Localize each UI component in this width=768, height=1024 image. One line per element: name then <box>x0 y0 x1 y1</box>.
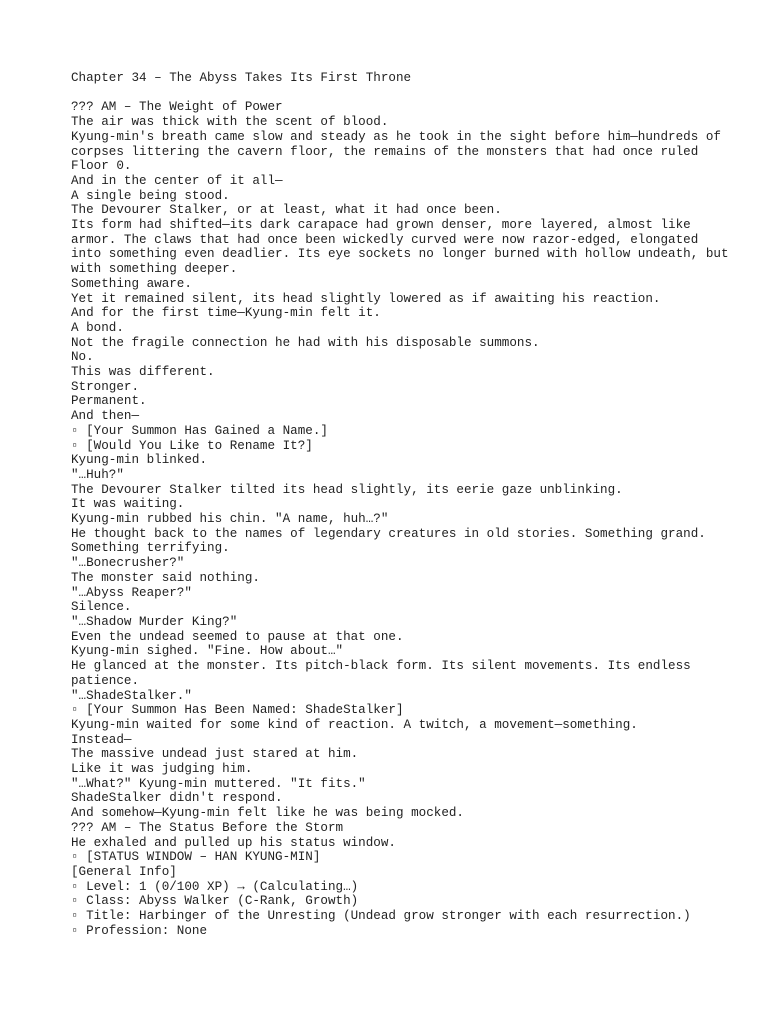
body-line: The air was thick with the scent of blood. <box>71 115 389 130</box>
body-line: He glanced at the monster. Its pitch-black form. Its silent movements. Its endless patience. <box>71 659 699 688</box>
body-line: Kyung-min sighed. "Fine. How about…" <box>71 644 344 659</box>
body-line: ??? AM – The Status Before the Storm <box>71 820 344 835</box>
body-line: The massive undead just stared at him. <box>71 747 359 762</box>
body-line: The Devourer Stalker, or at least, what it had once been. <box>71 203 502 218</box>
body-line: Kyung-min rubbed his chin. "A name, huh…?" <box>71 512 389 527</box>
body-line: "…ShadeStalker." <box>71 688 192 703</box>
body-line: Stronger. <box>71 379 140 394</box>
body-line: Like it was judging him. <box>71 762 253 777</box>
body-line: Permanent. <box>71 394 147 409</box>
body-line: Kyung-min blinked. <box>71 453 208 468</box>
body-line: ▫ [STATUS WINDOW – HAN KYUNG-MIN] <box>71 850 321 865</box>
body-line: ▫ Title: Harbinger of the Unresting (Undead grow stronger with each resurrection.) <box>71 909 691 924</box>
body-line: And for the first time—Kyung-min felt it. <box>71 306 381 321</box>
body-line: ShadeStalker didn't respond. <box>71 791 283 806</box>
body-line: Something aware. <box>71 276 192 291</box>
body-line: Kyung-min's breath came slow and steady as he took in the sight before him—hundreds of corpses littering the cavern floor, the remains of the monsters that had once ruled Floor 0. <box>71 129 729 174</box>
body-line: And then— <box>71 409 140 424</box>
body-line: Silence. <box>71 600 132 615</box>
body-line: A single being stood. <box>71 188 230 203</box>
body-line: This was different. <box>71 365 215 380</box>
body-line: Kyung-min waited for some kind of reaction. A twitch, a movement—something. <box>71 717 638 732</box>
document-body <box>71 100 737 938</box>
body-line: "…What?" Kyung-min muttered. "It fits." <box>71 776 366 791</box>
body-line: ▫ [Your Summon Has Gained a Name.] <box>71 423 328 438</box>
body-line: "…Abyss Reaper?" <box>71 585 192 600</box>
body-line: [General Info] <box>71 864 177 879</box>
body-line: "…Huh?" <box>71 467 124 482</box>
document-page <box>71 71 737 938</box>
body-line: He thought back to the names of legendary creatures in old stories. Something grand. Something terrifying. <box>71 526 714 556</box>
body-line: ▫ [Your Summon Has Been Named: ShadeStalker] <box>71 703 404 718</box>
body-line: Not the fragile connection he had with his disposable summons. <box>71 335 540 350</box>
body-line: No. <box>71 350 94 365</box>
chapter-title: Chapter 34 – The Abyss Takes Its First Throne <box>71 71 412 85</box>
body-line: ??? AM – The Weight of Power <box>71 100 283 115</box>
body-line: And in the center of it all— <box>71 173 283 188</box>
body-line: ▫ Profession: None <box>71 923 208 938</box>
body-line: Yet it remained silent, its head slightly lowered as if awaiting his reaction. <box>71 291 661 306</box>
body-line: ▫ Level: 1 (0/100 XP) → (Calculating…) <box>71 879 359 894</box>
body-line: Even the undead seemed to pause at that one. <box>71 629 404 644</box>
body-line: And somehow—Kyung-min felt like he was being mocked. <box>71 806 464 821</box>
body-line: Instead— <box>71 732 132 747</box>
body-line: He exhaled and pulled up his status window. <box>71 835 396 850</box>
body-line: It was waiting. <box>71 497 185 512</box>
body-line: The Devourer Stalker tilted its head slightly, its eerie gaze unblinking. <box>71 482 623 497</box>
body-line: A bond. <box>71 320 124 335</box>
body-line: ▫ Class: Abyss Walker (C-Rank, Growth) <box>71 894 359 909</box>
body-line: The monster said nothing. <box>71 570 260 585</box>
body-line: ▫ [Would You Like to Rename It?] <box>71 438 313 453</box>
body-line: "…Bonecrusher?" <box>71 556 185 571</box>
body-line: "…Shadow Murder King?" <box>71 615 238 629</box>
body-line: Its form had shifted—its dark carapace had grown denser, more layered, almost like armor. The claws that had once been wickedly curved were now razor-edged, elongated into something even deadlier. Its eye sockets no longer burned with hollow undeath, but with something deeper. <box>71 218 737 277</box>
